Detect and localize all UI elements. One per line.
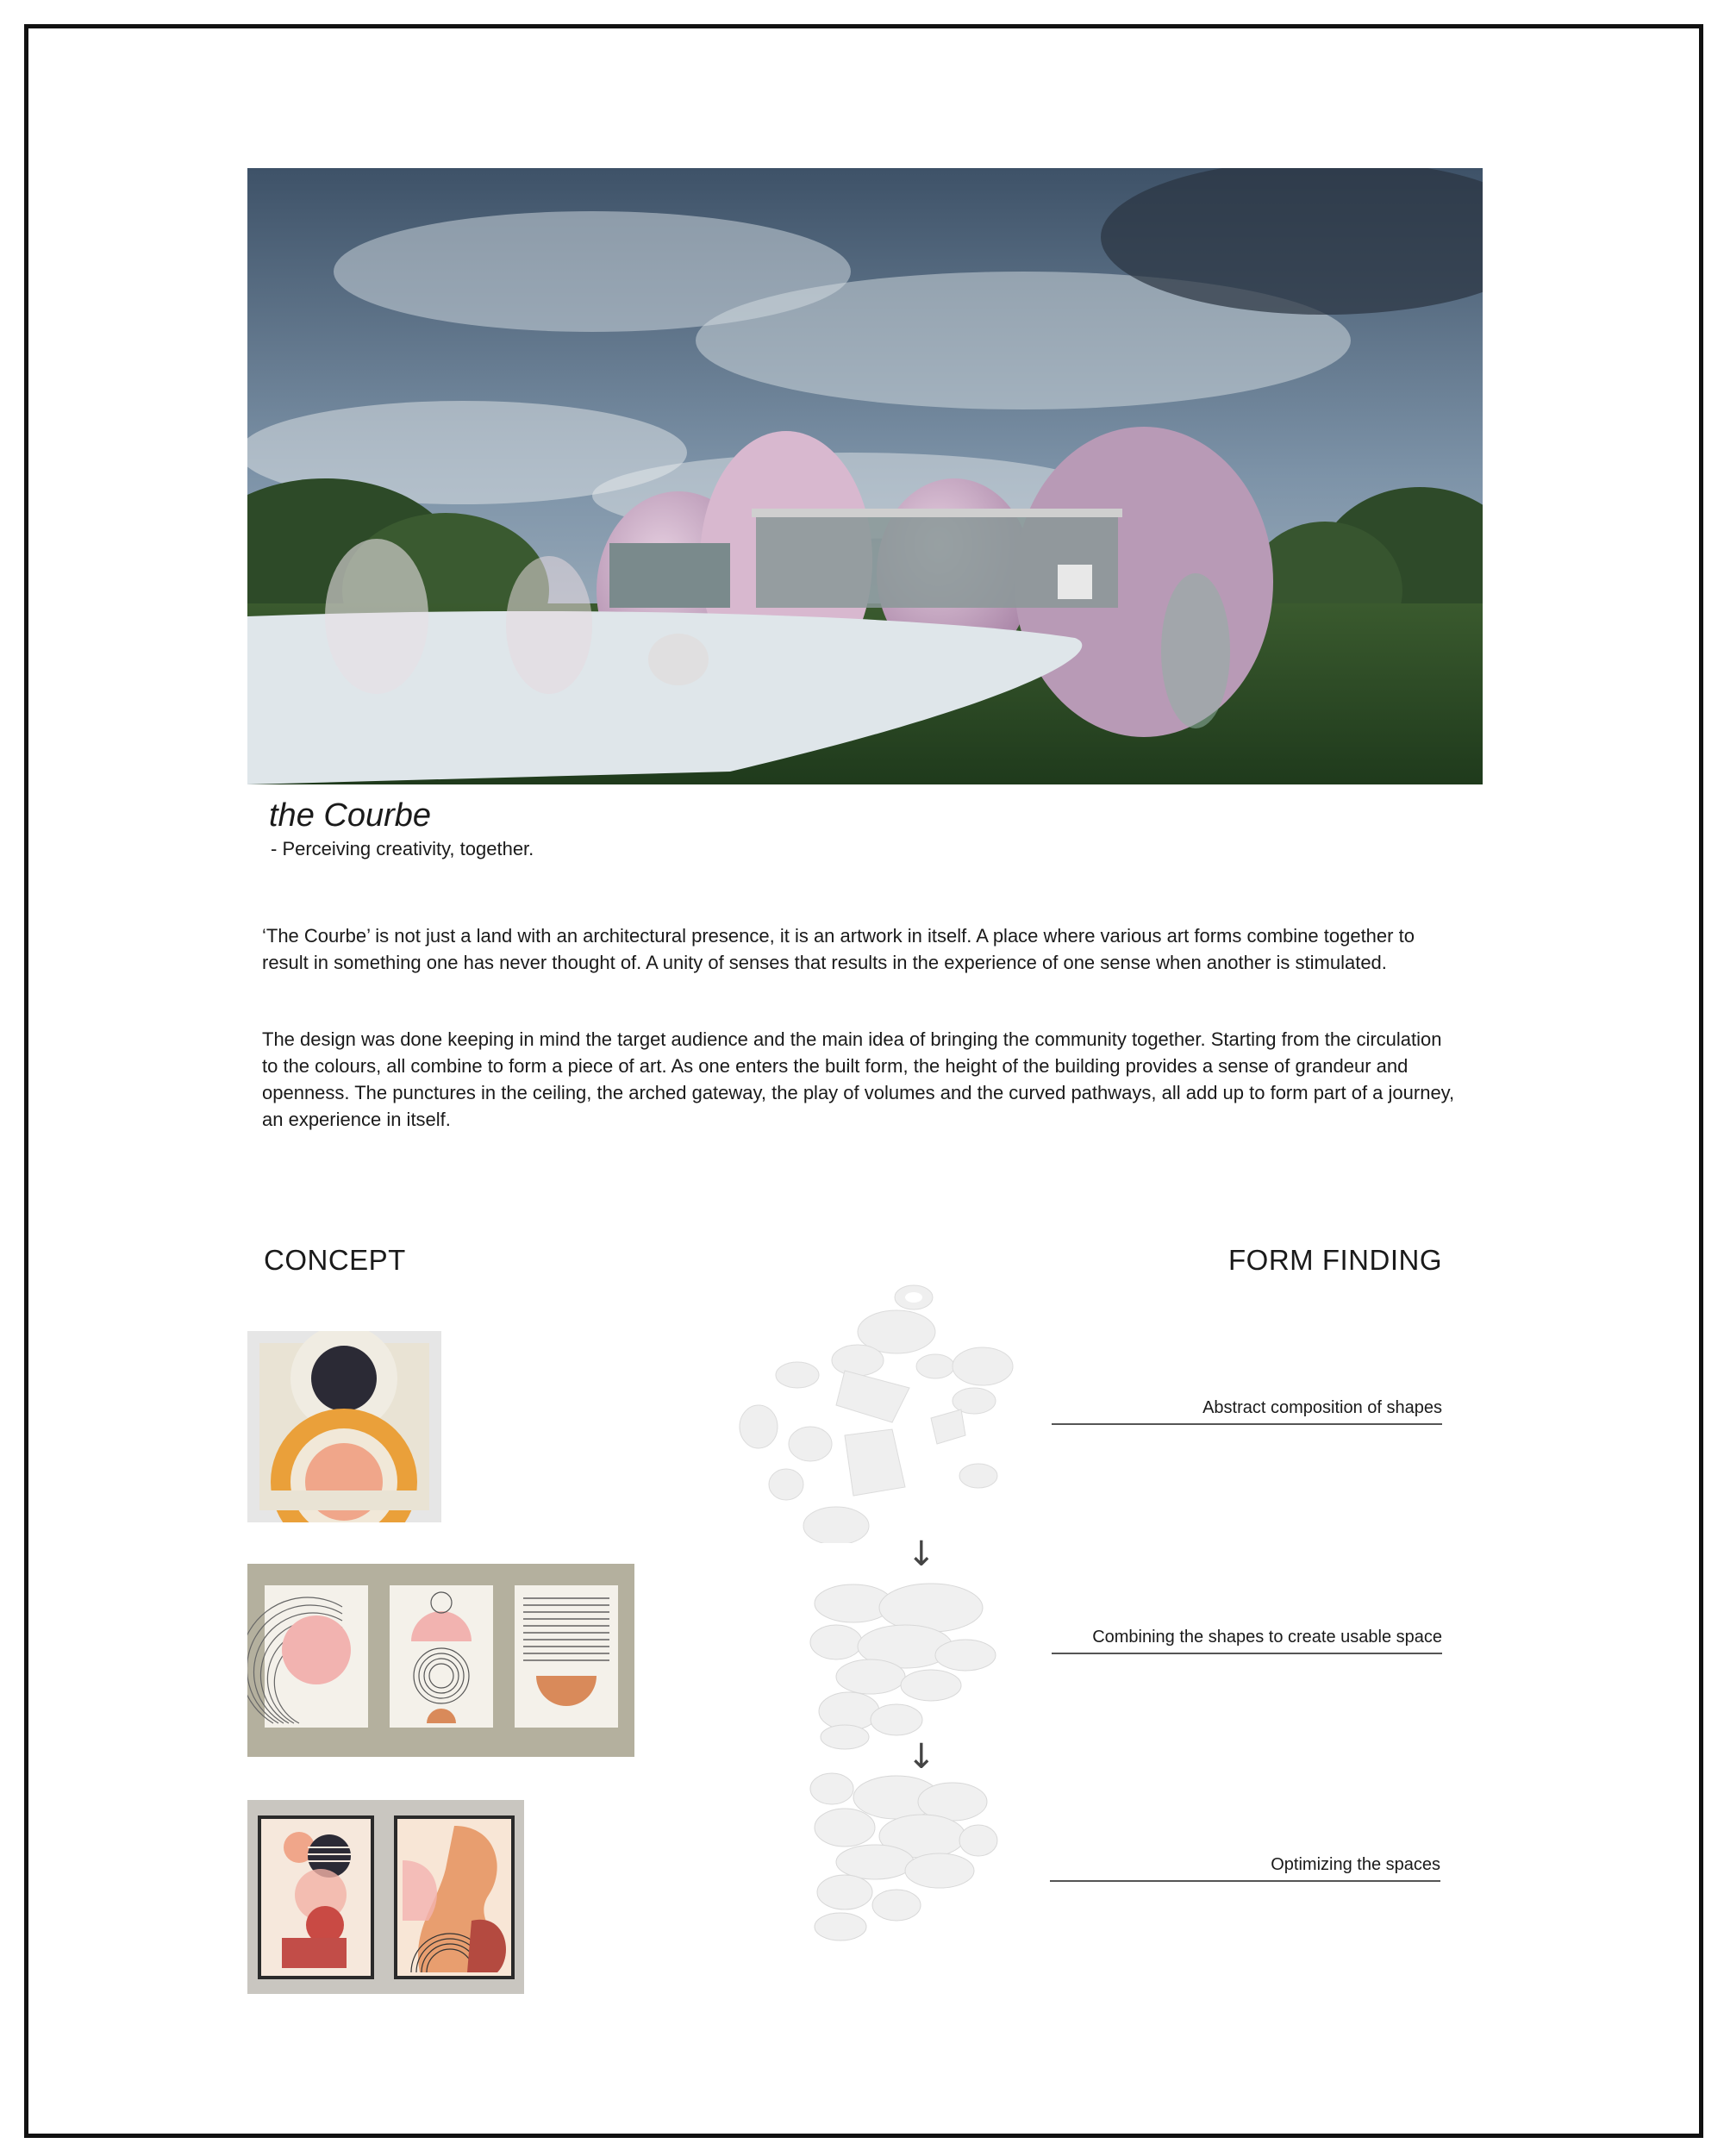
step-label-abstract: Abstract composition of shapes <box>1052 1398 1442 1425</box>
project-subtitle: - Perceiving creativity, together. <box>271 838 534 859</box>
step-label-optimizing: Optimizing the spaces <box>1050 1855 1440 1882</box>
description-paragraph-1: ‘The Courbe’ is not just a land with an architectural presence, it is an artwork in itself. A place where various art forms combine together to result in something one has never thought of. A unity of senses that results in the experience of one sense when another is stimulated. <box>262 925 1415 973</box>
step-label-combining: Combining the shapes to create usable space <box>1052 1628 1442 1654</box>
concept-artwork-2 <box>247 1564 634 1757</box>
concept-heading: CONCEPT <box>264 1244 406 1276</box>
form-finding-heading: FORM FINDING <box>1228 1244 1442 1276</box>
concept-artwork-3 <box>247 1800 524 1994</box>
arrow-down-icon: ↓ <box>907 1737 936 1777</box>
hero-render-image <box>247 168 1483 784</box>
form-diagram-combined-shapes <box>802 1569 1000 1750</box>
form-diagram-optimized-spaces <box>802 1767 1000 1948</box>
arrow-down-icon: ↓ <box>907 1534 936 1574</box>
concept-artwork-1 <box>247 1331 441 1522</box>
project-title: the Courbe <box>269 797 432 834</box>
description-paragraph-2: The design was done keeping in mind the target audience and the main idea of bringing the community together. Starting from the circulation to the colours, all combine to form a piece of art. As one enters the built form, the height of the building provides a sense of grandeur and openness. The punctures in the ceiling, the arched gateway, the play of volumes and the curved pathways, all add up to form part of a journey, an experience in itself. <box>262 1028 1455 1130</box>
form-diagram-abstract-shapes <box>733 1259 1017 1543</box>
